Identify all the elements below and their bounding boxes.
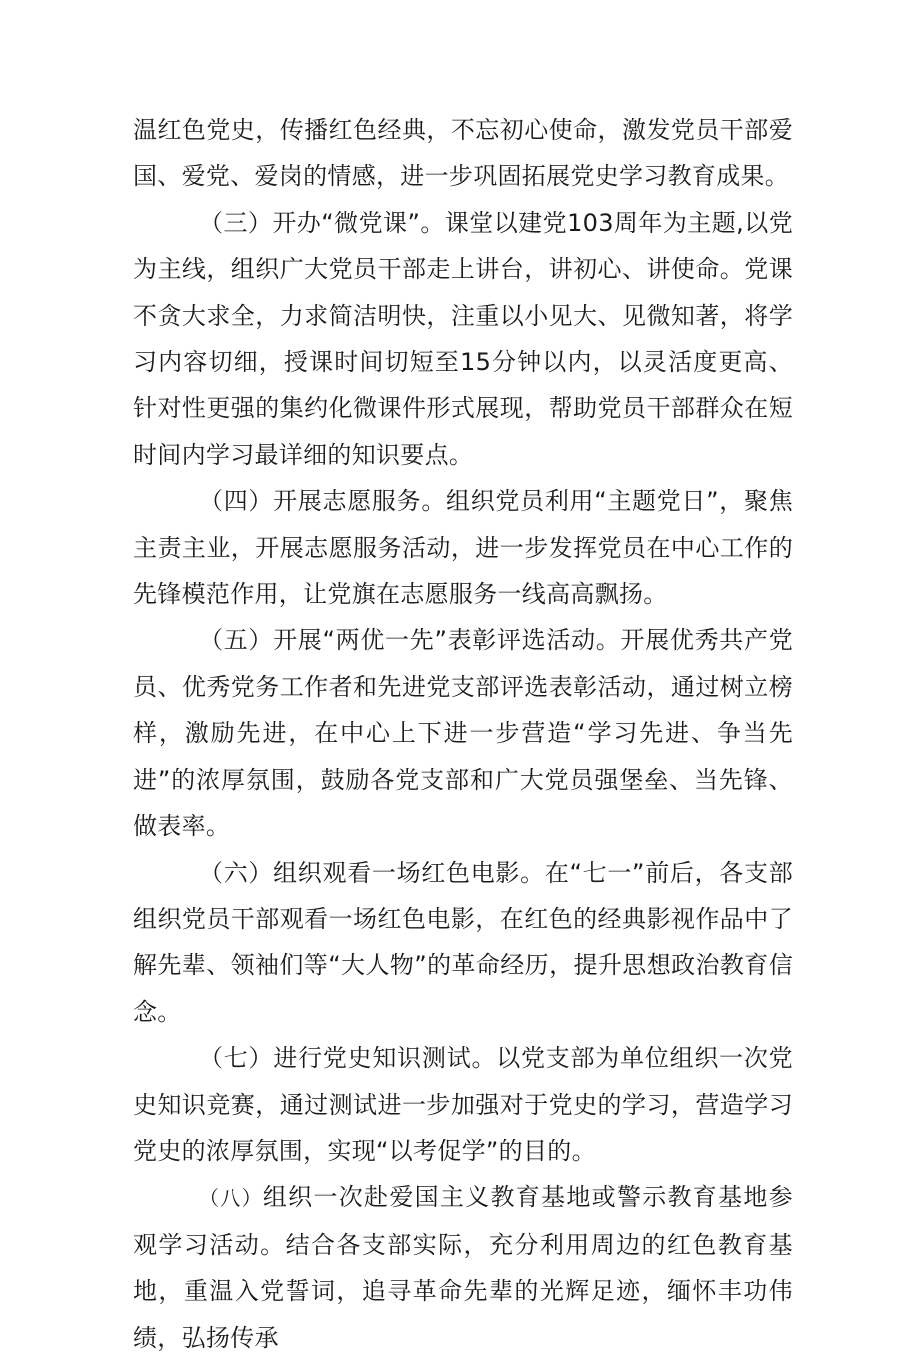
- paragraph-text: 组织一次赴爱国主义教育基地或警示教育基地参观学习活动。结合各支部实际，充分利用周边的红色教育基地，重温入党誓词，追寻革命先辈的光辉足迹，缅怀丰功伟绩，弘扬传承: [133, 1183, 793, 1352]
- paragraph-section-8: [133, 1174, 793, 1361]
- section-number: （七）: [199, 1044, 274, 1073]
- document-body: [133, 107, 793, 1361]
- paragraph-section-4: [133, 478, 793, 617]
- section-number: （八）: [199, 1186, 263, 1211]
- paragraph-text: 开展“两优一先”表彰评选活动。开展优秀共产党员、优秀党务工作者和先进党支部评选表彰活动，通过树立榜样，激励先进，在中心上下进一步营造“学习先进、争当先进”的浓厚氛围，鼓励各党支部和广大党员强堡垒、当先锋、做表率。: [133, 626, 793, 841]
- section-number: （六）: [199, 858, 274, 887]
- paragraph-text: 温红色党史，传播红色经典，不忘初心使命，激发党员干部爱国、爱党、爱岗的情感，进一步巩固拓展党史学习教育成果。: [133, 116, 793, 191]
- paragraph-section-6: [133, 850, 793, 1036]
- paragraph-continuation: [133, 107, 793, 200]
- paragraph-text: 进行党史知识测试。以党支部为单位组织一次党史知识竞赛，通过测试进一步加强对于党史的学习，营造学习党史的浓厚氛围，实现“以考促学”的目的。: [133, 1044, 793, 1165]
- paragraph-text: 开展志愿服务。组织党员利用“主题党日”，聚焦主责主业，开展志愿服务活动，进一步发挥党员在中心工作的先锋模范作用，让党旗在志愿服务一线高高飘扬。: [133, 487, 793, 609]
- paragraph-text: 组织观看一场红色电影。在“七一”前后，各支部组织党员干部观看一场红色电影，在红色的经典影视作品中了解先辈、领袖们等“大人物”的革命经历，提升思想政治教育信念。: [133, 858, 793, 1026]
- paragraph-text: 开办“微党课”。课堂以建党103周年为主题,以党为主线，组织广大党员干部走上讲台，讲初心、讲使命。党课不贪大求全，力求简洁明快，注重以小见大、见微知著，将学习内容切细，授课时间切短至15分钟以内，以灵活度更高、针对性更强的集约化微课件形式展现，帮助党员干部群众在短时间内学习最详细的知识要点。: [133, 208, 793, 469]
- paragraph-section-3: [133, 200, 793, 478]
- section-number: （三）: [199, 208, 273, 237]
- section-number: （五）: [199, 626, 274, 655]
- paragraph-section-7: [133, 1035, 793, 1174]
- paragraph-section-5: [133, 617, 793, 849]
- section-number: （四）: [199, 487, 274, 516]
